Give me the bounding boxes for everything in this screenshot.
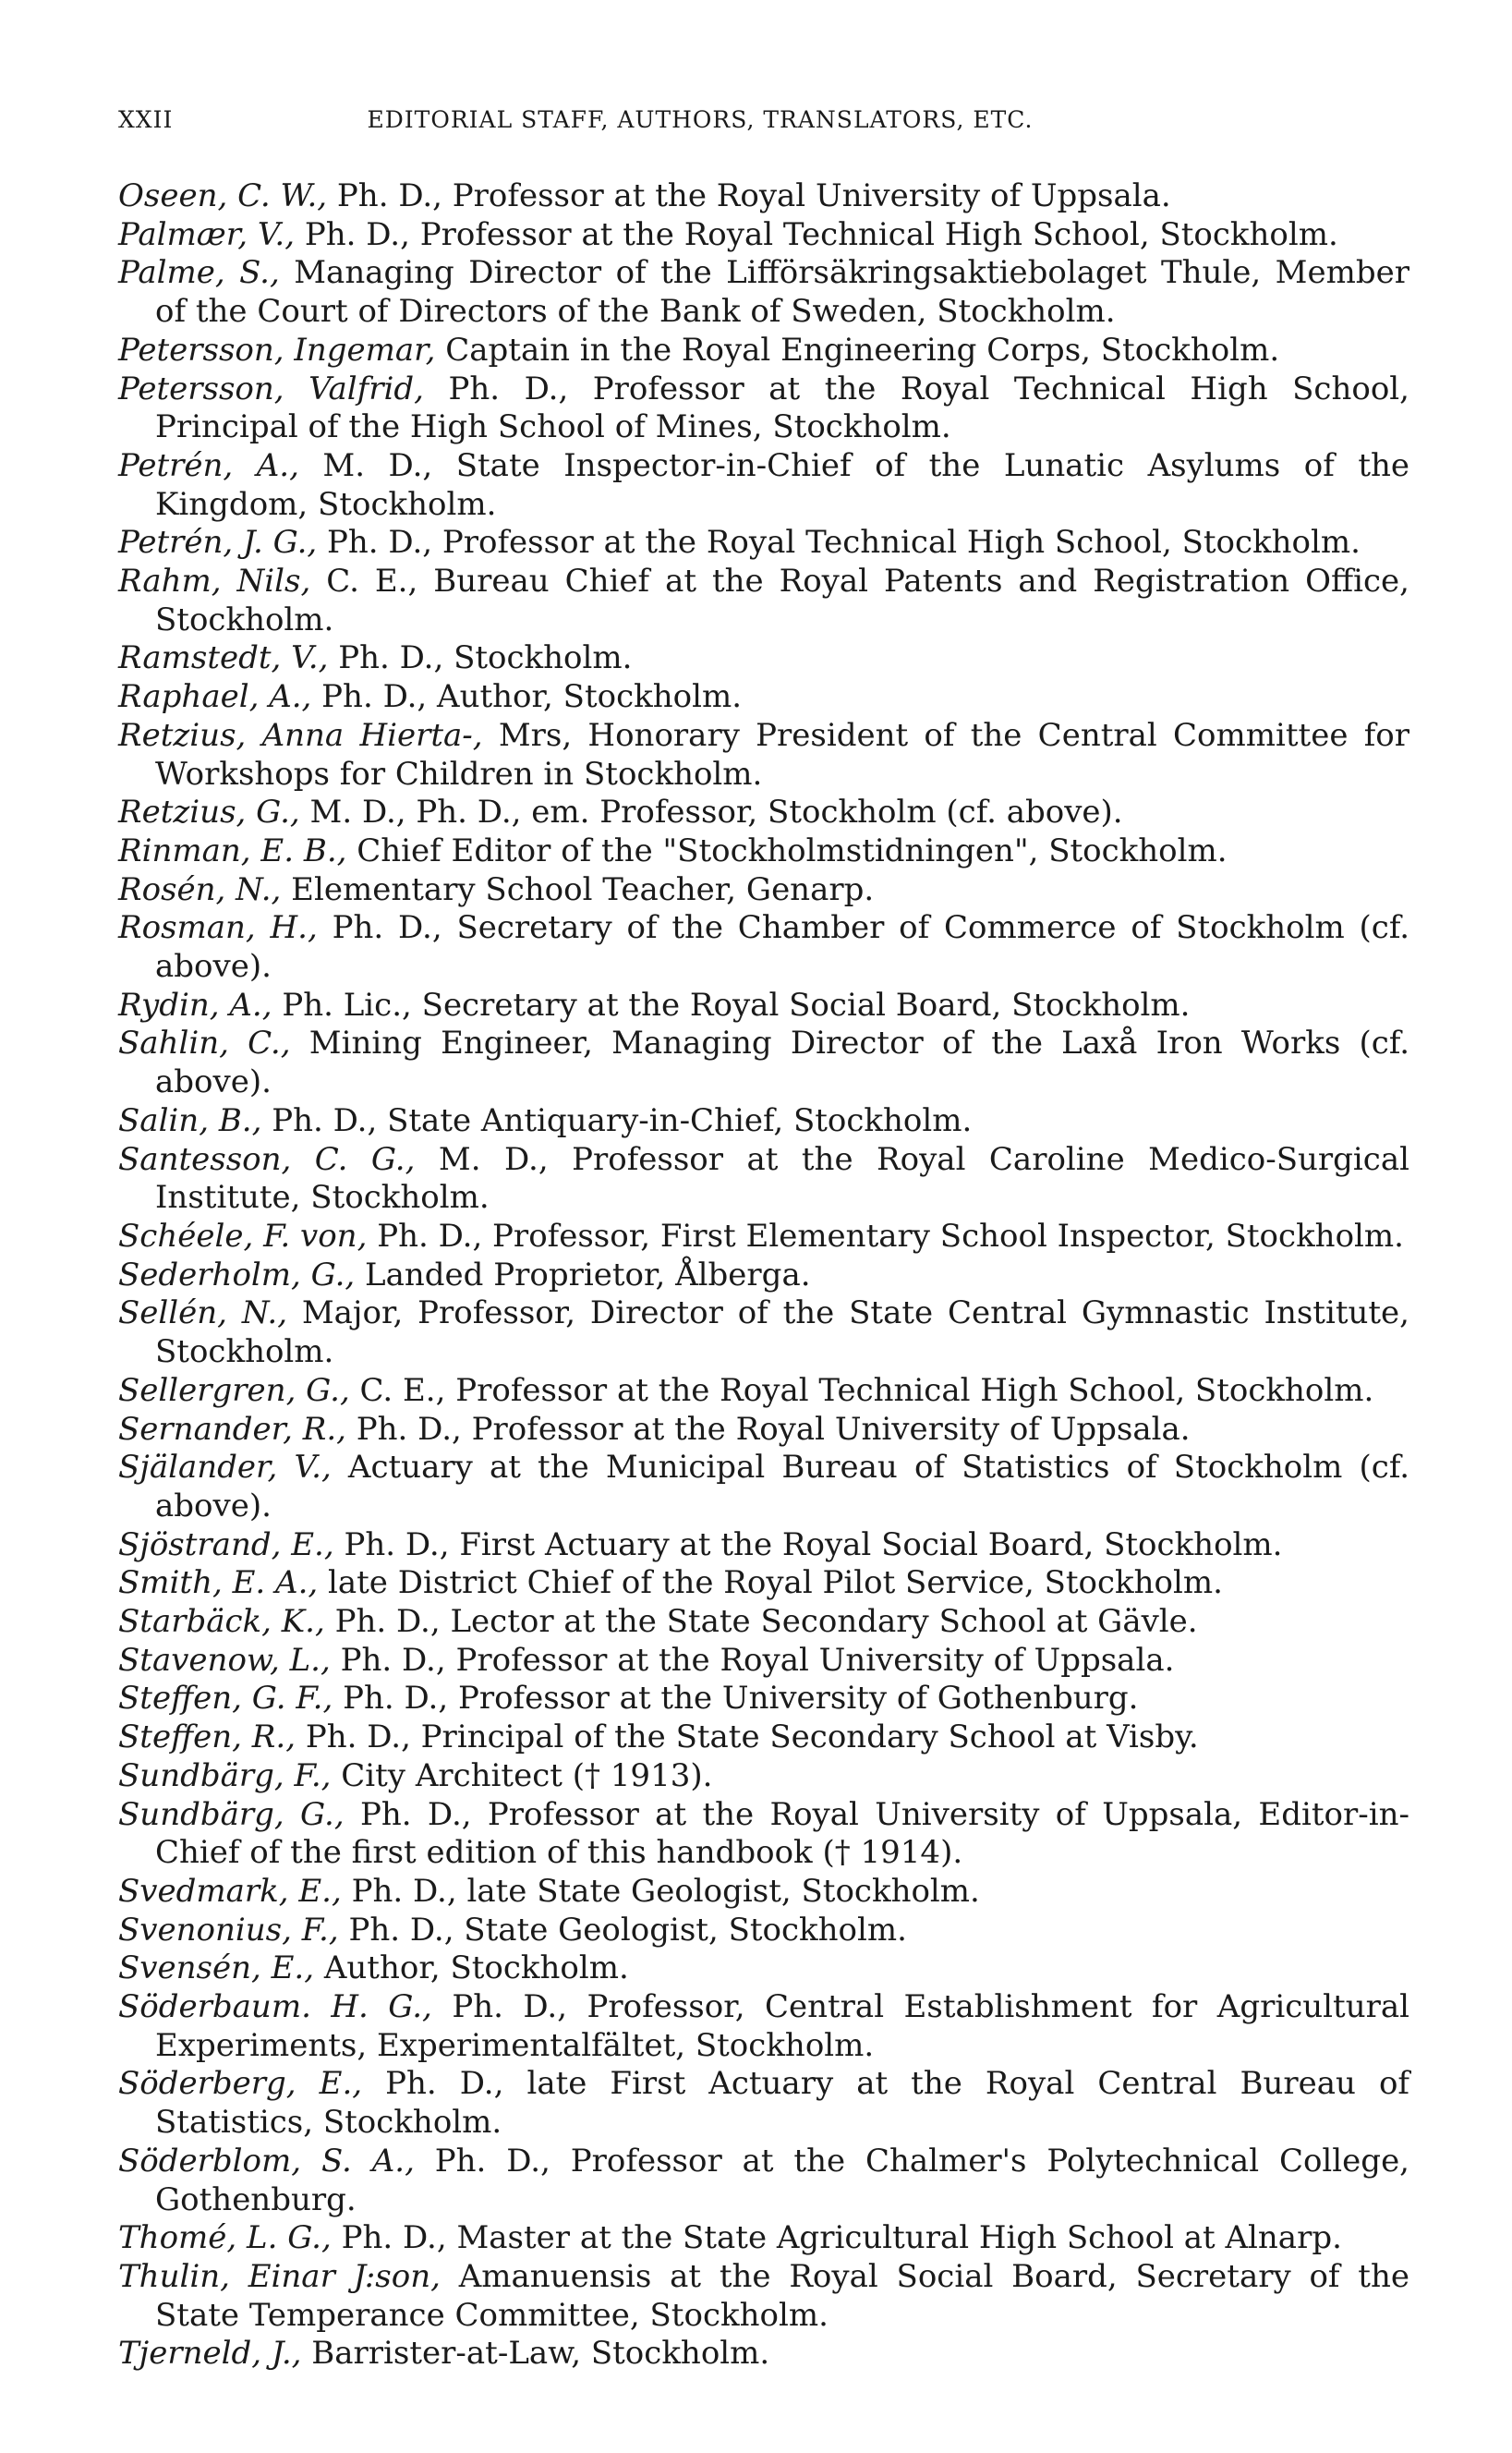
entry-name: Steffen, G. F., xyxy=(118,1680,333,1718)
entry xyxy=(118,1411,1409,1450)
entry-list xyxy=(118,177,1409,2374)
entry xyxy=(118,1873,1409,1912)
entry-description: Ph. D., Master at the State Agricultural High School at Alnarp. xyxy=(331,2219,1342,2257)
entry-name: Schéele, F. von, xyxy=(118,1217,368,1255)
entry-name: Petrén, J. G., xyxy=(118,524,318,562)
entry-name: Rosén, N., xyxy=(118,870,282,908)
entry-name: Retzius, G., xyxy=(118,794,300,832)
entry-name: Thulin, Einar J:son, xyxy=(118,2257,441,2295)
entry xyxy=(118,871,1409,910)
entry-name: Santesson, C. G., xyxy=(118,1140,416,1178)
entry xyxy=(118,1102,1409,1141)
entry-description: Ph. D., State Antiquary-in-Chief, Stockholm. xyxy=(261,1101,973,1139)
entry xyxy=(118,254,1409,331)
entry-name: Svenonius, F., xyxy=(118,1911,339,1949)
entry xyxy=(118,832,1409,871)
entry-name: Söderblom, S. A., xyxy=(118,2142,415,2180)
entry-description: Ph. D., Professor at the Royal Technical High School, Stockholm. xyxy=(295,215,1338,253)
entry-description: Ph. D., late First Actuary at the Royal Central Bureau of Statistics, Stockholm. xyxy=(155,2065,1409,2142)
entry-description: Ph. D., Professor at the Royal University of Uppsala. xyxy=(330,1641,1175,1679)
entry-name: Sjöstrand, E., xyxy=(118,1525,334,1563)
entry-name: Tjerneld, J., xyxy=(118,2335,302,2373)
entry-name: Sundbärg, G., xyxy=(118,1795,345,1833)
entry-description: Ph. D., Professor, First Elementary School Inspector, Stockholm. xyxy=(367,1217,1404,1255)
entry xyxy=(118,1757,1409,1796)
entry-description: Ph. D., Professor at the Chalmer's Polytechnical College, Gothenburg. xyxy=(155,2142,1409,2218)
entry-name: Steffen, R., xyxy=(118,1718,296,1756)
entry xyxy=(118,1449,1409,1525)
entry-name: Sederholm, G., xyxy=(118,1256,356,1293)
entry xyxy=(118,1912,1409,1950)
entry xyxy=(118,1949,1409,1988)
entry xyxy=(118,1141,1409,1218)
entry-name: Palme, S., xyxy=(118,254,280,292)
entry-name: Petersson, Valfrid, xyxy=(118,370,424,407)
entry xyxy=(118,2219,1409,2258)
entry-description: late District Chief of the Royal Pilot Service, Stockholm. xyxy=(318,1564,1223,1602)
entry-description: M. D., State Inspector-in-Chief of the Lunatic Asylums of the Kingdom, Stockholm. xyxy=(155,446,1409,523)
entry-description: Ph. D., Lector at the State Secondary School at Gävle. xyxy=(324,1603,1198,1641)
entry-description: Ph. D., Professor at the Royal University of Uppsala. xyxy=(345,1410,1191,1448)
entry-name: Palmær, V., xyxy=(118,215,296,253)
entry-description: Barrister-at-Law, Stockholm. xyxy=(301,2335,770,2373)
page-number: XXII xyxy=(118,106,174,133)
entry-description: C. E., Bureau Chief at the Royal Patents and Registration Office, Stockholm. xyxy=(155,563,1409,638)
entry-name: Sernander, R., xyxy=(118,1410,346,1448)
entry xyxy=(118,1372,1409,1411)
entry xyxy=(118,332,1409,370)
entry xyxy=(118,1294,1409,1371)
entry-description: Ph. D., Principal of the State Secondary School at Visby. xyxy=(296,1718,1199,1756)
entry-description: Landed Proprietor, Ålberga. xyxy=(355,1256,811,1293)
entry-description: M. D., Professor at the Royal Caroline Medico-Surgical Institute, Stockholm. xyxy=(155,1140,1409,1217)
entry-description: Mining Engineer, Managing Director of the Laxå Iron Works (cf. above). xyxy=(155,1025,1410,1101)
entry xyxy=(118,1642,1409,1681)
entry-name: Stavenow, L., xyxy=(118,1641,331,1679)
entry-name: Rahm, Nils, xyxy=(118,563,311,601)
entry-name: Salin, B., xyxy=(118,1101,262,1139)
entry-name: Petersson, Ingemar, xyxy=(118,331,436,369)
entry xyxy=(118,524,1409,563)
entry-description: Ph. D., Professor at the University of Gothenburg. xyxy=(333,1680,1139,1718)
entry-name: Starbäck, K., xyxy=(118,1603,325,1641)
entry-description: Major, Professor, Director of the State Central Gymnastic Institute, Stockholm. xyxy=(155,1294,1409,1371)
entry xyxy=(118,2335,1409,2374)
entry-description: Managing Director of the Lifförsäkringsaktiebolaget Thule, Member of the Court of Directors of the Bank of Sweden, Stockholm. xyxy=(155,254,1409,331)
entry xyxy=(118,639,1409,678)
entry xyxy=(118,794,1409,832)
running-head xyxy=(118,106,1153,143)
entry xyxy=(118,909,1409,986)
entry-name: Rosman, H., xyxy=(118,909,318,947)
entry-name: Petrén, A., xyxy=(118,446,299,484)
entry-description: Chief Editor of the "Stockholmstidningen", Stockholm. xyxy=(346,832,1228,869)
entry xyxy=(118,678,1409,717)
entry-name: Svedmark, E., xyxy=(118,1872,342,1910)
entry-description: Actuary at the Municipal Bureau of Statistics of Stockholm (cf. above). xyxy=(155,1449,1409,1524)
entry xyxy=(118,1526,1409,1565)
entry xyxy=(118,1025,1409,1101)
entry-name: Själander, V., xyxy=(118,1449,332,1487)
entry-description: Ph. D., Secretary of the Chamber of Commerce of Stockholm (cf. above). xyxy=(155,909,1410,986)
entry xyxy=(118,1680,1409,1718)
entry-name: Retzius, Anna Hierta-, xyxy=(118,716,483,754)
entry-description: Ph. D., Stockholm. xyxy=(328,639,633,677)
entry-description: Amanuensis at the Royal Social Board, Secretary of the State Temperance Committee, Stockholm. xyxy=(155,2257,1409,2334)
entry-name: Sahlin, C., xyxy=(118,1025,291,1063)
entry-name: Svensén, E., xyxy=(118,1949,315,1987)
entry-description: Captain in the Royal Engineering Corps, Stockholm. xyxy=(435,331,1280,369)
entry-name: Sellén, N., xyxy=(118,1294,288,1332)
entry-name: Söderbaum. H. G., xyxy=(118,1988,432,2026)
entry-description: Ph. D., late State Geologist, Stockholm. xyxy=(341,1872,980,1910)
entry-name: Rinman, E. B., xyxy=(118,832,347,869)
entry xyxy=(118,2065,1409,2142)
entry-name: Sundbärg, F., xyxy=(118,1756,332,1794)
entry-description: Author, Stockholm. xyxy=(314,1949,629,1987)
entry xyxy=(118,717,1409,794)
entry xyxy=(118,2258,1409,2335)
entry-description: City Architect († 1913). xyxy=(331,1756,713,1794)
entry xyxy=(118,2143,1409,2219)
entry xyxy=(118,1218,1409,1257)
entry xyxy=(118,447,1409,524)
entry-name: Ramstedt, V., xyxy=(118,639,329,677)
entry-description: Elementary School Teacher, Genarp. xyxy=(281,870,875,908)
entry-description: Ph. D., Professor at the Royal Technical High School, Principal of the High School of Mines, Stockholm. xyxy=(155,370,1409,446)
entry xyxy=(118,1988,1409,2065)
entry xyxy=(118,1257,1409,1295)
entry-name: Smith, E. A., xyxy=(118,1564,319,1602)
entry xyxy=(118,1796,1409,1873)
entry xyxy=(118,1718,1409,1757)
entry-description: Ph. D., Professor, Central Establishment for Agricultural Experiments, Experimentalfältet, Stockholm. xyxy=(155,1988,1409,2064)
entry xyxy=(118,1564,1409,1603)
entry-name: Oseen, C. W., xyxy=(118,177,328,214)
entry xyxy=(118,216,1409,255)
entry-name: Söderberg, E., xyxy=(118,2065,363,2103)
entry xyxy=(118,370,1409,447)
entry-name: Raphael, A., xyxy=(118,678,312,716)
entry xyxy=(118,563,1409,639)
entry-description: Ph. D., Professor at the Royal University of Uppsala, Editor-in-Chief of the first edition of this handbook († 1914). xyxy=(155,1795,1409,1872)
entry xyxy=(118,987,1409,1026)
entry-name: Thomé, L. G., xyxy=(118,2219,332,2257)
entry-description: Ph. D., Author, Stockholm. xyxy=(311,678,743,716)
header-title: EDITORIAL STAFF, AUTHORS, TRANSLATORS, ETC. xyxy=(367,106,1034,133)
entry-description: Ph. D., Professor at the Royal Technical High School, Stockholm. xyxy=(317,524,1361,562)
entry-name: Rydin, A., xyxy=(118,986,272,1024)
entry-description: M. D., Ph. D., em. Professor, Stockholm (cf. above). xyxy=(299,794,1123,832)
entry-description: Ph. Lic., Secretary at the Royal Social Board, Stockholm. xyxy=(272,986,1191,1024)
entry-description: C. E., Professor at the Royal Technical High School, Stockholm. xyxy=(349,1371,1374,1409)
entry-name: Sellergren, G., xyxy=(118,1371,350,1409)
entry xyxy=(118,177,1409,216)
entry xyxy=(118,1603,1409,1642)
entry-description: Ph. D., First Actuary at the Royal Social Board, Stockholm. xyxy=(333,1525,1283,1563)
entry-description: Ph. D., State Geologist, Stockholm. xyxy=(338,1911,907,1949)
entry-description: Ph. D., Professor at the Royal University of Uppsala. xyxy=(327,177,1171,214)
entry-description: Mrs, Honorary President of the Central Committee for Workshops for Children in Stockholm. xyxy=(155,716,1409,793)
